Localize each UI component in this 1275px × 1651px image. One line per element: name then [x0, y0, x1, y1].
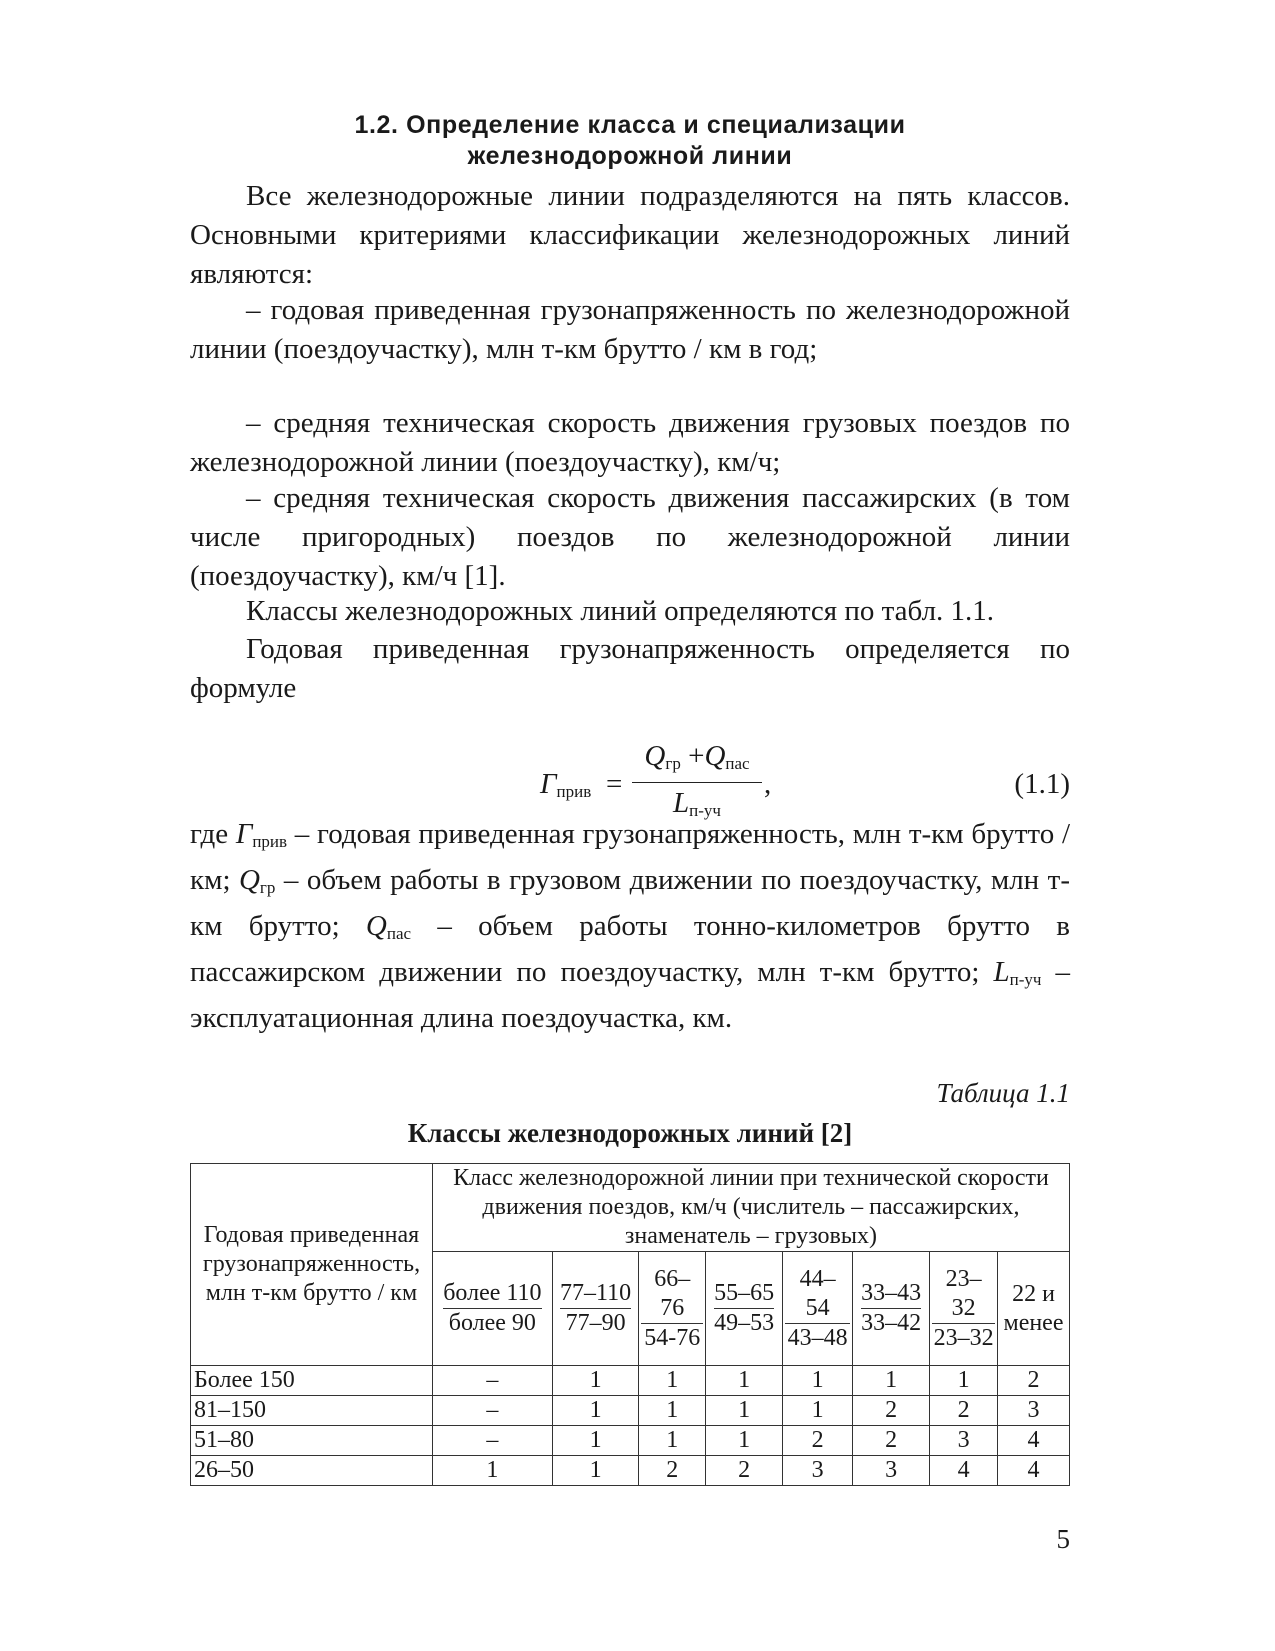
formula-comma: ,	[764, 768, 772, 800]
class-cell: 1	[783, 1396, 853, 1426]
section-heading	[190, 110, 1070, 172]
class-cell: 1	[552, 1426, 639, 1456]
class-cell: 1	[639, 1366, 706, 1396]
row-range: Более 150	[191, 1366, 433, 1396]
speed-column-header: $\frac{23-32}{23-32}$	[930, 1252, 998, 1366]
class-cell: –	[432, 1396, 552, 1426]
table-label: Таблица 1.1	[936, 1078, 1070, 1108]
paragraph-formula-intro: Годовая приведенная грузонапряженность определяется по формуле	[190, 633, 1070, 704]
speed-column-header: $\frac{\text{более 110}}{\text{более 90}}$	[432, 1252, 552, 1366]
class-cell: 3	[853, 1456, 930, 1486]
class-cell: 4	[998, 1426, 1070, 1456]
class-cell: 2	[930, 1396, 998, 1426]
formula-fraction-bar	[632, 782, 762, 783]
table-title: Классы железнодорожных линий [2]	[407, 1118, 853, 1148]
section-heading-line-2: железнодорожной линии	[467, 142, 793, 170]
table-row	[191, 1396, 1070, 1426]
class-cell: 3	[998, 1396, 1070, 1426]
speed-column-header: $\frac{77-110}{77-90}$	[552, 1252, 639, 1366]
speed-column-header: $\frac{44-54}{43-48}$	[783, 1252, 853, 1366]
row-range: 81–150	[191, 1396, 433, 1426]
speed-column-header: 22 и менее	[998, 1252, 1070, 1366]
class-cell: 1	[783, 1366, 853, 1396]
speed-column-header: $\frac{55-65}{49-53}$	[706, 1252, 783, 1366]
class-cell: 1	[552, 1456, 639, 1486]
class-cell: 1	[853, 1366, 930, 1396]
class-cell: 4	[930, 1456, 998, 1486]
class-cell: 2	[853, 1396, 930, 1426]
table-row-header: Годовая приведенная грузонапряженность, млн т-км брутто / км	[191, 1164, 433, 1366]
row-range: 51–80	[191, 1426, 433, 1456]
table-row	[191, 1456, 1070, 1486]
class-cell: 1	[432, 1456, 552, 1486]
speed-column-header: $\frac{33-43}{33-42}$	[853, 1252, 930, 1366]
class-cell: 1	[552, 1396, 639, 1426]
class-cell: 1	[639, 1426, 706, 1456]
formula-denominator: $L_{п-уч}$	[673, 787, 721, 820]
page-number: 5	[1056, 1524, 1070, 1554]
paragraph-table-reference: Классы железнодорожных линий определяются по табл. 1.1.	[246, 595, 995, 627]
class-cell: 1	[930, 1366, 998, 1396]
class-cell: 2	[998, 1366, 1070, 1396]
class-cell: 2	[783, 1426, 853, 1456]
paragraph-formula-legend: где $Г_{прив}$ – годовая приведенная грузонапряженность, млн т-км брутто / км; $Q_{гр}$ – объем работы в грузовом движении по поездоучастку, млн т-км брутто; $Q_{пас}$ – объем работы тонно-километров брутто в пассажирском движении по поездоучастку, млн т-км брутто; $L_{п-уч}$ – эксплуатационная длина поездоучастка, км.	[190, 818, 1071, 1034]
formula-number: (1.1)	[1014, 768, 1070, 800]
table-row	[191, 1366, 1070, 1396]
class-cell: 1	[706, 1426, 783, 1456]
class-cell: 2	[706, 1456, 783, 1486]
class-cell: 1	[552, 1366, 639, 1396]
table-row	[191, 1426, 1070, 1456]
class-cell: 2	[853, 1426, 930, 1456]
class-cell: 1	[706, 1366, 783, 1396]
class-cell: 3	[783, 1456, 853, 1486]
class-cell: –	[432, 1426, 552, 1456]
row-range: 26–50	[191, 1456, 433, 1486]
formula-numerator: $Q_{гр} +Q_{пас}$	[644, 740, 750, 773]
class-cell: –	[432, 1366, 552, 1396]
speed-column-header: $\frac{66-76}{54-76}$	[639, 1252, 706, 1366]
class-cell: 3	[930, 1426, 998, 1456]
paragraph-criterion-freight-speed: – средняя техническая скорость движения грузовых поездов по железнодорожной линии (поездоучастку), км/ч;	[190, 407, 1070, 478]
paragraph-intro: Все железнодорожные линии подразделяются на пять классов. Основными критериями классификации железнодорожных линий являются:	[190, 180, 1070, 290]
table-group-header: Класс железнодорожной линии при технической скорости движения поездов, км/ч (числитель – пассажирских, знаменатель – грузовых)	[432, 1164, 1069, 1252]
section-heading-line-1: 1.2. Определение класса и специализации	[354, 111, 906, 139]
formula-equals: =	[606, 768, 623, 800]
formula-lhs: $Г_{прив}$	[540, 768, 592, 801]
class-cell: 1	[639, 1396, 706, 1426]
class-cell: 2	[639, 1456, 706, 1486]
class-cell: 1	[706, 1396, 783, 1426]
class-cell: 4	[998, 1456, 1070, 1486]
railway-classes-table	[190, 1163, 1070, 1486]
paragraph-criterion-passenger-speed: – средняя техническая скорость движения пассажирских (в том числе пригородных) поездов по железнодорожной линии (поездоучастку), км/ч [1].	[190, 482, 1070, 592]
paragraph-criterion-load: – годовая приведенная грузонапряженность по железнодорожной линии (поездоучастку), млн т-км брутто / км в год;	[190, 294, 1070, 365]
